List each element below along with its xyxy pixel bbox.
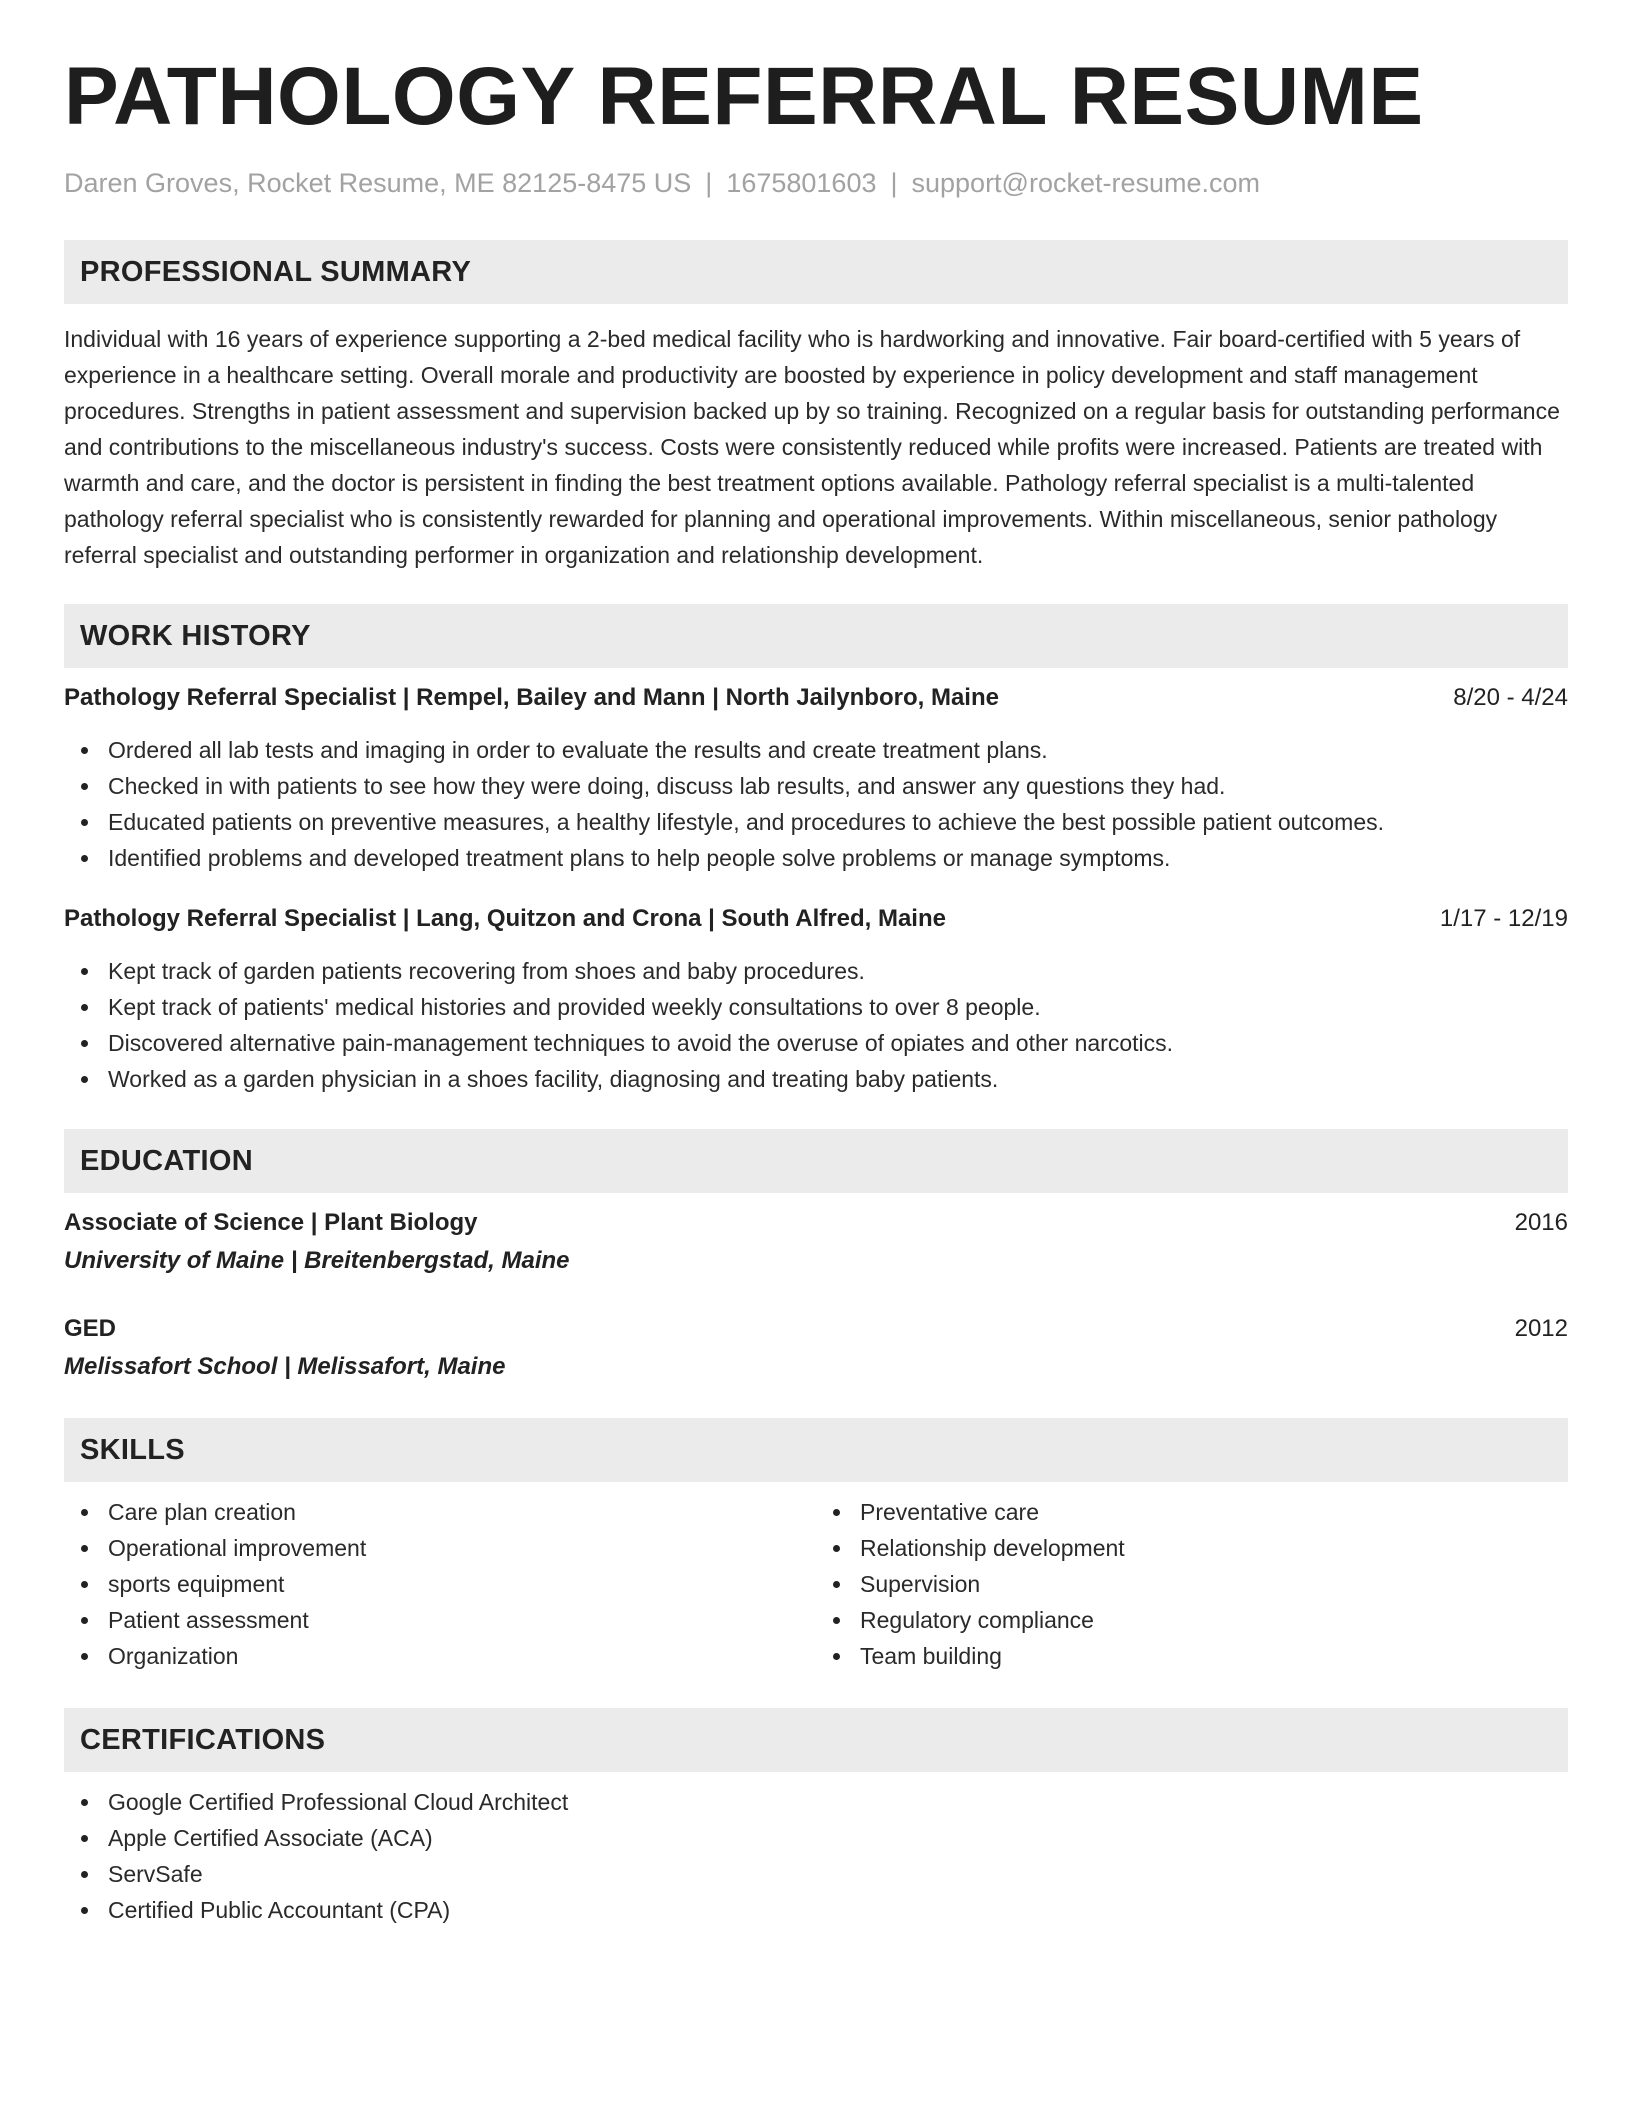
job-title: Pathology Referral Specialist | Lang, Quitzon and Crona | South Alfred, Maine — [64, 905, 946, 932]
job-bullet: Ordered all lab tests and imaging in order to evaluate the results and create treatment plans. — [64, 732, 1568, 768]
education-school: Melissafort School | Melissafort, Maine — [64, 1353, 506, 1380]
contact-separator: | — [705, 168, 713, 198]
certification-item: ServSafe — [64, 1856, 1568, 1892]
certification-item: Certified Public Accountant (CPA) — [64, 1892, 1568, 1928]
certification-item: Google Certified Professional Cloud Architect — [64, 1784, 1568, 1820]
skill-item: Operational improvement — [64, 1530, 816, 1566]
education-degree: GED — [64, 1315, 117, 1342]
skills-column-left — [64, 1494, 816, 1674]
education-degree: Associate of Science | Plant Biology — [64, 1209, 478, 1236]
education-entry — [64, 1312, 1568, 1384]
education-year: 2016 — [1514, 1209, 1568, 1236]
job-bullet-list — [64, 732, 1568, 876]
skills-column-right — [816, 1494, 1568, 1674]
job-entry — [64, 681, 1568, 876]
job-bullet: Kept track of patients' medical histories and provided weekly consultations to over 8 people. — [64, 989, 1568, 1025]
job-bullet: Discovered alternative pain-management techniques to avoid the overuse of opiates and other narcotics. — [64, 1025, 1568, 1061]
section-header-work-history: WORK HISTORY — [64, 604, 1568, 668]
education-entry — [64, 1206, 1568, 1278]
section-header-education: EDUCATION — [64, 1129, 1568, 1193]
job-bullet: Educated patients on preventive measures, a healthy lifestyle, and procedures to achieve the best possible patient outcomes. — [64, 804, 1568, 840]
skill-item: Supervision — [816, 1566, 1568, 1602]
skill-item: Relationship development — [816, 1530, 1568, 1566]
certifications-list — [64, 1784, 1568, 1928]
job-bullet-list — [64, 953, 1568, 1097]
skills-grid — [64, 1494, 1568, 1674]
education-header — [64, 1312, 1568, 1346]
job-bullet: Identified problems and developed treatment plans to help people solve problems or manage symptoms. — [64, 840, 1568, 876]
education-header — [64, 1206, 1568, 1240]
job-bullet: Worked as a garden physician in a shoes facility, diagnosing and treating baby patients. — [64, 1061, 1568, 1097]
summary-paragraph: Individual with 16 years of experience supporting a 2-bed medical facility who is hardworking and innovative. Fair board-certified with 5 years of experience in a healthcare setting. Overall morale and productivity are boosted by experience in policy development and staff management procedures. Strengths in patient assessment and supervision backed up by so training. Recognized on a regular basis for outstanding performance and contributions to the miscellaneous industry's success. Costs were consistently reduced while profits were increased. Patients are treated with warmth and care, and the doctor is persistent in finding the best treatment options available. Pathology referral specialist is a multi-talented pathology referral specialist who is consistently rewarded for planning and operational improvements. Within miscellaneous, senior pathology referral specialist and outstanding performer in organization and relationship development. — [64, 326, 1560, 568]
job-title: Pathology Referral Specialist | Rempel, Bailey and Mann | North Jailynboro, Maine — [64, 684, 999, 711]
job-dates: 8/20 - 4/24 — [1453, 684, 1568, 711]
contact-phone: 1675801603 — [726, 168, 877, 198]
job-header — [64, 681, 1568, 715]
job-entry — [64, 902, 1568, 1097]
skill-item: Team building — [816, 1638, 1568, 1674]
education-school: University of Maine | Breitenbergstad, Maine — [64, 1247, 570, 1274]
job-bullet: Kept track of garden patients recovering from shoes and baby procedures. — [64, 953, 1568, 989]
job-bullet: Checked in with patients to see how they were doing, discuss lab results, and answer any questions they had. — [64, 768, 1568, 804]
section-header-summary: PROFESSIONAL SUMMARY — [64, 240, 1568, 304]
skill-item: Patient assessment — [64, 1602, 816, 1638]
contact-separator: | — [890, 168, 898, 198]
summary-text — [64, 321, 1568, 573]
job-dates: 1/17 - 12/19 — [1439, 905, 1568, 932]
skill-item: Regulatory compliance — [816, 1602, 1568, 1638]
skill-item: Organization — [64, 1638, 816, 1674]
skill-item: Care plan creation — [64, 1494, 816, 1530]
skill-item: sports equipment — [64, 1566, 816, 1602]
resume-title: PATHOLOGY REFERRAL RESUME — [64, 51, 1424, 142]
education-year: 2012 — [1514, 1315, 1568, 1342]
job-header — [64, 902, 1568, 936]
section-header-certifications: CERTIFICATIONS — [64, 1708, 1568, 1772]
skill-item: Preventative care — [816, 1494, 1568, 1530]
contact-address: Daren Groves, Rocket Resume, ME 82125-8475 US — [64, 168, 692, 198]
section-header-skills: SKILLS — [64, 1418, 1568, 1482]
contact-email[interactable]: support@rocket-resume.com — [911, 168, 1261, 198]
certification-item: Apple Certified Associate (ACA) — [64, 1820, 1568, 1856]
contact-line — [64, 168, 1568, 199]
